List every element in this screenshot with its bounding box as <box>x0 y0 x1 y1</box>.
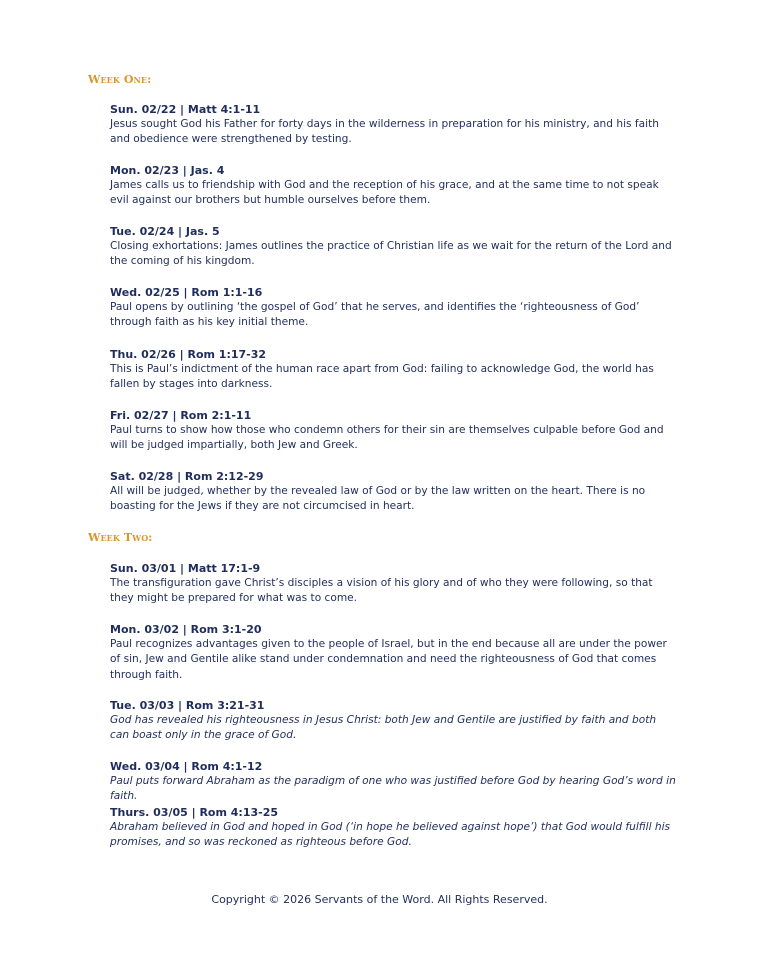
entry-description: Paul opens by outlining ‘the gospel of God’ that he serves, and identifies the ‘righteousness of God’ through faith as his key initial theme. <box>110 301 640 329</box>
week-two-heading: Week Two: <box>88 531 153 544</box>
entry-week1-mon <box>110 163 676 209</box>
entry-week2-mon <box>110 622 676 683</box>
entry-description: This is Paul’s indictment of the human race apart from God: failing to acknowledge God, the world has fallen by stages into darkness. <box>110 363 654 391</box>
entry-description: Paul recognizes advantages given to the people of Israel, but in the end because all are under the power of sin, Jew and Gentile alike stand under condemnation and need the righteousness of God that comes through faith. <box>110 638 667 681</box>
entry-week1-tue <box>110 224 676 270</box>
entry-title: Thu. 02/26 | Rom 1:17-32 <box>110 348 267 361</box>
entry-week2-wed <box>110 759 676 805</box>
entry-title: Fri. 02/27 | Rom 2:1-11 <box>110 409 252 422</box>
entry-title: Thurs. 03/05 | Rom 4:13-25 <box>110 806 279 819</box>
copyright-footer: Copyright © 2026 Servants of the Word. All Rights Reserved. <box>211 893 548 906</box>
entry-description: Jesus sought God his Father for forty days in the wilderness in preparation for his ministry, and his faith and obedience were strengthened by testing. <box>110 118 659 146</box>
entry-title: Mon. 02/23 | Jas. 4 <box>110 164 225 177</box>
entry-description: James calls us to friendship with God and the reception of his grace, and at the same time to not speak evil against our brothers but humble ourselves before them. <box>110 179 659 207</box>
entry-title: Wed. 03/04 | Rom 4:1-12 <box>110 760 263 773</box>
entry-title: Sat. 02/28 | Rom 2:12-29 <box>110 470 264 483</box>
entry-week1-wed <box>110 285 676 331</box>
entry-week1-sat <box>110 469 676 515</box>
entry-week2-thurs <box>110 805 676 851</box>
entry-description: Closing exhortations: James outlines the practice of Christian life as we wait for the return of the Lord and the coming of his kingdom. <box>110 240 672 268</box>
entry-title: Tue. 03/03 | Rom 3:21-31 <box>110 699 265 712</box>
entry-week1-fri <box>110 408 676 454</box>
entry-title: Sun. 02/22 | Matt 4:1-11 <box>110 103 261 116</box>
entry-description: God has revealed his righteousness in Jesus Christ: both Jew and Gentile are justified by faith and both can boast only in the grace of God. <box>110 714 657 742</box>
entry-description: Paul turns to show how those who condemn others for their sin are themselves culpable before God and will be judged impartially, both Jew and Greek. <box>110 424 664 452</box>
entry-week1-thu <box>110 347 676 393</box>
entry-week2-tue <box>110 698 676 744</box>
entry-week1-sun <box>110 102 676 148</box>
entry-week2-sun <box>110 561 676 607</box>
entry-description: All will be judged, whether by the revealed law of God or by the law written on the heart. There is no boasting for the Jews if they are not circumcised in heart. <box>110 485 646 513</box>
entry-title: Tue. 02/24 | Jas. 5 <box>110 225 220 238</box>
entry-title: Sun. 03/01 | Matt 17:1-9 <box>110 562 261 575</box>
entry-description: Abraham believed in God and hoped in God (‘in hope he believed against hope’) that God would fulfill his promises, and so was reckoned as righteous before God. <box>110 821 671 849</box>
entry-description: Paul puts forward Abraham as the paradigm of one who was justified before God by hearing God’s word in faith. <box>110 775 676 803</box>
entry-description: The transfiguration gave Christ’s disciples a vision of his glory and of who they were following, so that they might be prepared for what was to come. <box>110 577 653 605</box>
entry-title: Wed. 02/25 | Rom 1:1-16 <box>110 286 263 299</box>
week-one-heading: Week One: <box>88 73 152 86</box>
entry-title: Mon. 03/02 | Rom 3:1-20 <box>110 623 262 636</box>
